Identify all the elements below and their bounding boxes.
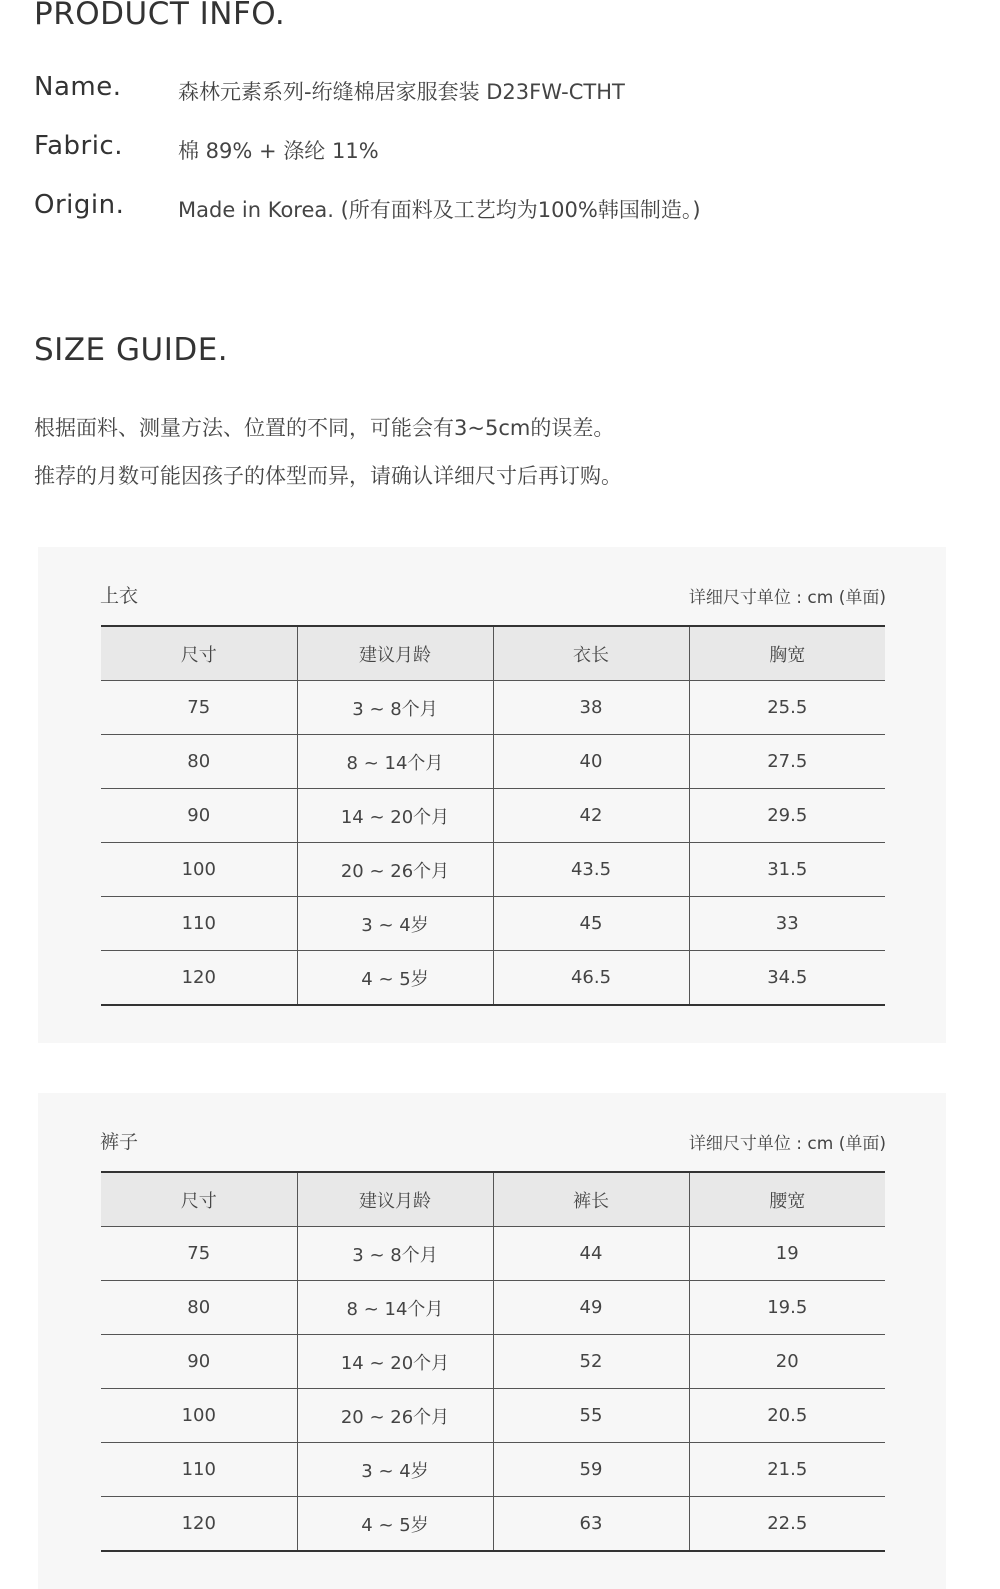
product-info-heading: PRODUCT INFO. bbox=[34, 0, 286, 32]
table-row bbox=[101, 681, 885, 735]
cell-pants-length: 63 bbox=[493, 1497, 689, 1552]
cell-size: 120 bbox=[181, 1513, 216, 1534]
table-row bbox=[101, 735, 885, 789]
cell-waist: 19.5 bbox=[689, 1281, 885, 1335]
cell-chest: 29.5 bbox=[689, 789, 885, 843]
cell-pants-length: 52 bbox=[493, 1335, 689, 1389]
cell-age: 14 ~ 20个月 bbox=[297, 1335, 493, 1389]
header-age: 建议月龄 bbox=[297, 626, 493, 681]
cell-length: 42 bbox=[493, 789, 689, 843]
pants-table-unit: 详细尺寸单位 : cm (单面) bbox=[688, 1134, 886, 1154]
name-label: Name. bbox=[34, 72, 122, 102]
cell-age: 20 ~ 26个月 bbox=[297, 1389, 493, 1443]
header-waist: 腰宽 bbox=[689, 1172, 885, 1227]
cell-age: 8 ~ 14个月 bbox=[297, 735, 493, 789]
cell-waist: 22.5 bbox=[689, 1497, 885, 1552]
cell-age: 3 ~ 8个月 bbox=[297, 681, 493, 735]
cell-size: 80 bbox=[101, 735, 297, 789]
cell-length: 38 bbox=[493, 681, 689, 735]
cell-waist: 20.5 bbox=[689, 1389, 885, 1443]
top-table-unit: 详细尺寸单位 : cm (单面) bbox=[688, 588, 886, 608]
name-value: 森林元素系列-绗缝棉居家服套装 D23FW-CTHT bbox=[178, 80, 625, 104]
table-header-row bbox=[101, 1172, 885, 1227]
header-chest: 胸宽 bbox=[689, 626, 885, 681]
pants-table-title: 裤子 bbox=[100, 1131, 139, 1153]
cell-age: 3 ~ 4岁 bbox=[297, 897, 493, 951]
cell-waist: 20 bbox=[689, 1335, 885, 1389]
cell-size: 100 bbox=[101, 1389, 297, 1443]
top-size-table bbox=[101, 625, 885, 1006]
top-size-panel bbox=[38, 547, 946, 1043]
table-row bbox=[101, 1335, 885, 1389]
header-pants-length: 裤长 bbox=[493, 1172, 689, 1227]
table-row bbox=[101, 951, 885, 1006]
size-guide-heading: SIZE GUIDE. bbox=[34, 332, 229, 368]
cell-waist: 21.5 bbox=[689, 1443, 885, 1497]
cell-age: 8 ~ 14个月 bbox=[297, 1281, 493, 1335]
cell-length: 45 bbox=[493, 897, 689, 951]
fabric-label: Fabric. bbox=[34, 131, 123, 161]
cell-chest: 25.5 bbox=[689, 681, 885, 735]
table-row bbox=[101, 1227, 885, 1281]
cell-age: 4 ~ 5岁 bbox=[297, 951, 493, 1006]
cell-length: 46.5 bbox=[493, 951, 689, 1006]
cell-chest: 27.5 bbox=[689, 735, 885, 789]
header-length: 衣长 bbox=[493, 626, 689, 681]
table-header-row bbox=[101, 626, 885, 681]
table-row bbox=[101, 1389, 885, 1443]
cell-pants-length: 55 bbox=[493, 1389, 689, 1443]
header-size: 尺寸 bbox=[101, 626, 297, 681]
cell-chest: 33 bbox=[689, 897, 885, 951]
table-row bbox=[101, 1281, 885, 1335]
cell-size: 110 bbox=[101, 1443, 297, 1497]
size-note-2: 推荐的月数可能因孩子的体型而异，请确认详细尺寸后再订购。 bbox=[34, 464, 622, 488]
fabric-value: 棉 89% + 涤纶 11% bbox=[178, 139, 379, 163]
table-row bbox=[101, 789, 885, 843]
size-note-1: 根据面料、测量方法、位置的不同，可能会有3~5cm的误差。 bbox=[34, 416, 615, 440]
table-row bbox=[101, 1497, 885, 1552]
cell-chest: 34.5 bbox=[689, 951, 885, 1006]
header-age: 建议月龄 bbox=[297, 1172, 493, 1227]
pants-size-panel bbox=[38, 1093, 946, 1589]
table-row bbox=[101, 1443, 885, 1497]
header-size: 尺寸 bbox=[101, 1172, 297, 1227]
table-row bbox=[101, 843, 885, 897]
cell-size: 75 bbox=[101, 1227, 297, 1281]
cell-waist: 19 bbox=[689, 1227, 885, 1281]
pants-size-table bbox=[101, 1171, 885, 1552]
cell-age: 20 ~ 26个月 bbox=[297, 843, 493, 897]
cell-size: 110 bbox=[101, 897, 297, 951]
cell-size: 75 bbox=[101, 681, 297, 735]
cell-length: 40 bbox=[493, 735, 689, 789]
cell-pants-length: 59 bbox=[493, 1443, 689, 1497]
cell-pants-length: 49 bbox=[493, 1281, 689, 1335]
table-row bbox=[101, 897, 885, 951]
origin-label: Origin. bbox=[34, 190, 125, 220]
cell-age: 3 ~ 4岁 bbox=[297, 1443, 493, 1497]
cell-pants-length: 44 bbox=[493, 1227, 689, 1281]
cell-chest: 31.5 bbox=[689, 843, 885, 897]
origin-value: Made in Korea. (所有面料及工艺均为100%韩国制造。) bbox=[178, 198, 701, 222]
cell-age: 4 ~ 5岁 bbox=[297, 1497, 493, 1552]
top-table-title: 上衣 bbox=[100, 585, 139, 607]
cell-size: 100 bbox=[101, 843, 297, 897]
cell-size: 90 bbox=[101, 1335, 297, 1389]
cell-size: 90 bbox=[101, 789, 297, 843]
cell-age: 14 ~ 20个月 bbox=[297, 789, 493, 843]
cell-size: 120 bbox=[181, 967, 216, 988]
cell-size: 80 bbox=[101, 1281, 297, 1335]
cell-length: 43.5 bbox=[493, 843, 689, 897]
cell-age: 3 ~ 8个月 bbox=[297, 1227, 493, 1281]
